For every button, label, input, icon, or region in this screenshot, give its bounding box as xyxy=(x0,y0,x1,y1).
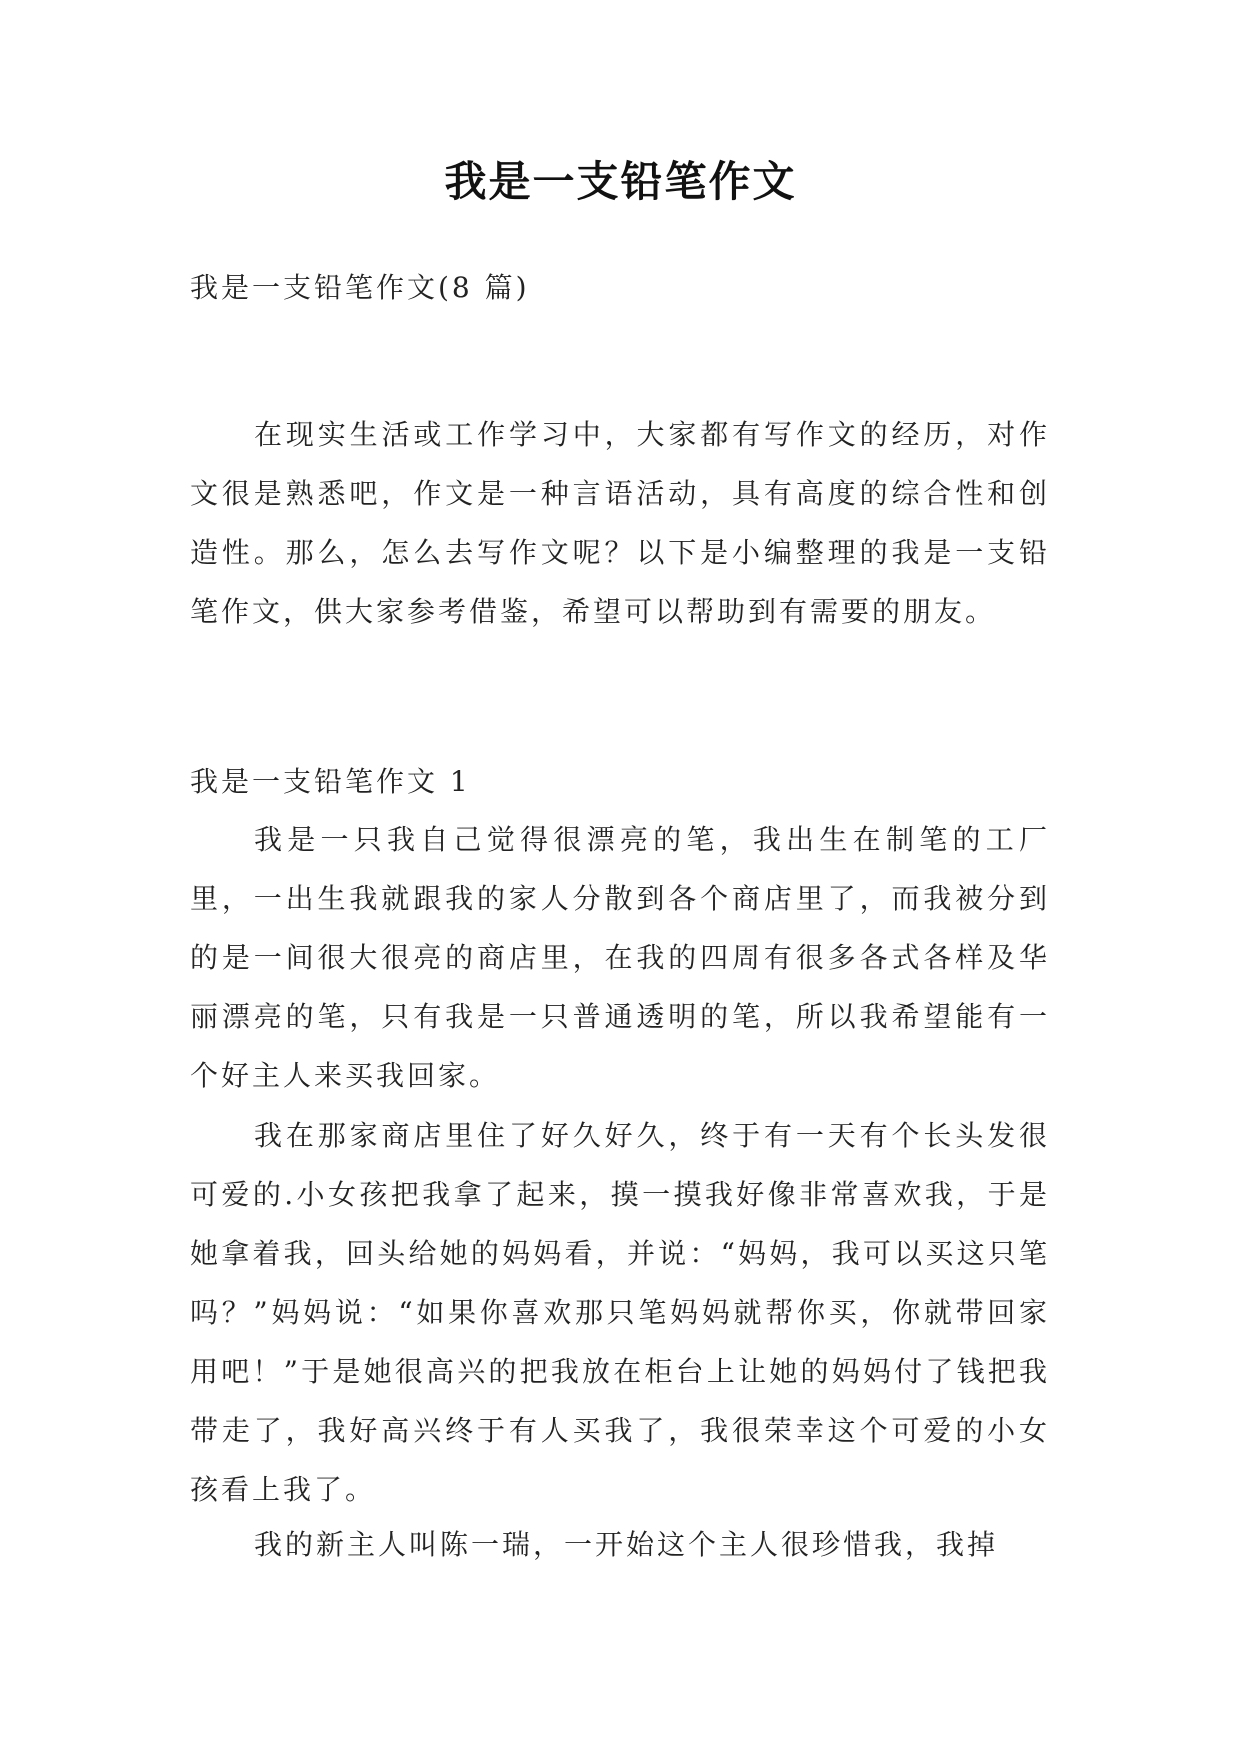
document-subtitle: 我是一支铅笔作文(8 篇) xyxy=(190,271,530,304)
intro-paragraph: 在现实生活或工作学习中，大家都有写作文的经历，对作文很是熟悉吧，作文是一种言语活动，具有高度的综合性和创造性。那么，怎么去写作文呢？以下是小编整理的我是一支铅笔作文，供大家参考借鉴，希望可以帮助到有需要的朋友。 xyxy=(190,418,1050,628)
body-paragraph-3: 我的新主人叫陈一瑞，一开始这个主人很珍惜我，我掉 xyxy=(254,1528,999,1561)
section-heading: 我是一支铅笔作文 1 xyxy=(190,765,471,798)
document-title: 我是一支铅笔作文 xyxy=(444,157,797,206)
body-paragraph-2: 我在那家商店里住了好久好久，终于有一天有个长头发很可爱的.小女孩把我拿了起来，摸一摸我好像非常喜欢我，于是她拿着我，回头给她的妈妈看，并说：“妈妈，我可以买这只笔吗？”妈妈说：“如果你喜欢那只笔妈妈就帮你买，你就带回家用吧！”于是她很高兴的把我放在柜台上让她的妈妈付了钱把我带走了，我好高兴终于有人买我了，我很荣幸这个可爱的小女孩看上我了。 xyxy=(190,1119,1050,1506)
body-paragraph-1: 我是一只我自己觉得很漂亮的笔，我出生在制笔的工厂里，一出生我就跟我的家人分散到各个商店里了，而我被分到的是一间很大很亮的商店里，在我的四周有很多各式各样及华丽漂亮的笔，只有我是一只普通透明的笔，所以我希望能有一个好主人来买我回家。 xyxy=(190,823,1050,1092)
